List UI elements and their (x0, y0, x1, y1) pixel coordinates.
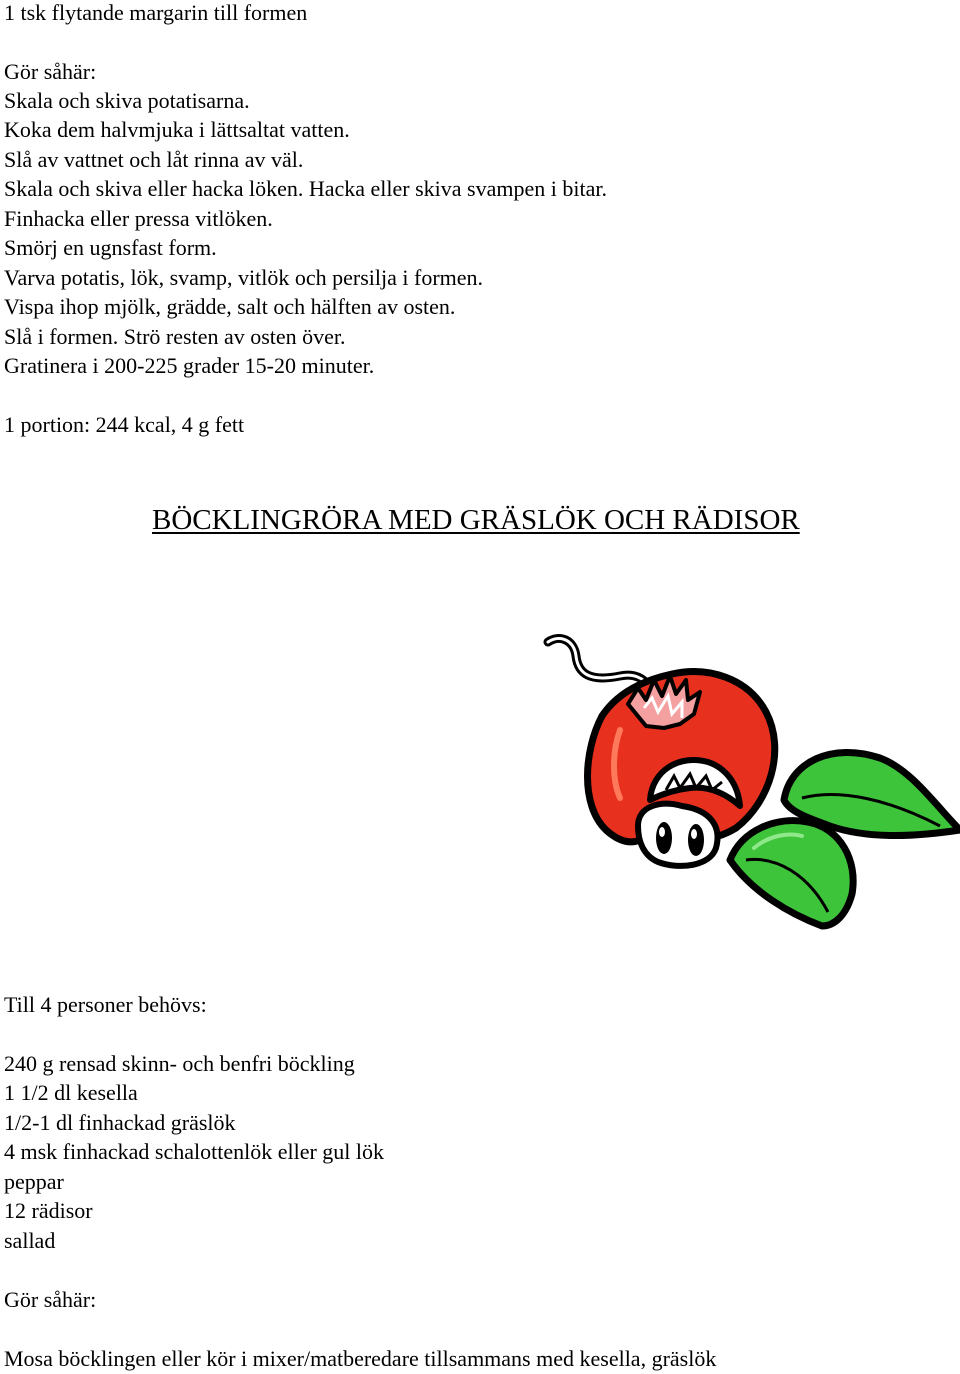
ingredient-line: 12 rädisor (4, 1198, 93, 1223)
method-step: Slå i formen. Strö resten av osten över. (4, 324, 346, 349)
method-step: Skala och skiva eller hacka löken. Hacka eller skiva svampen i bitar. (4, 176, 607, 201)
method-step: Vispa ihop mjölk, grädde, salt och hälften av osten. (4, 294, 456, 319)
ingredient-line: 240 g rensad skinn- och benfri böckling (4, 1051, 355, 1076)
servings-heading: Till 4 personer behövs: (4, 992, 207, 1017)
ingredient-line: peppar (4, 1169, 64, 1194)
method-step: Koka dem halvmjuka i lättsaltat vatten. (4, 117, 350, 142)
ingredient-line: 4 msk finhackad schalottenlök eller gul lök (4, 1139, 385, 1164)
ingredient-line: sallad (4, 1228, 56, 1253)
ingredient-line: 1/2-1 dl finhackad gräslök (4, 1110, 236, 1135)
method-heading: Gör såhär: (4, 59, 97, 84)
ingredient-line: 1 1/2 dl kesella (4, 1080, 138, 1105)
method-step: Slå av vattnet och låt rinna av väl. (4, 147, 304, 172)
method-step: Mosa böcklingen eller kör i mixer/matberedare tillsammans med kesella, gräslök (4, 1346, 717, 1371)
method-step: Gratinera i 200-225 grader 15-20 minuter. (4, 353, 375, 378)
ingredient-line: 1 tsk flytande margarin till formen (4, 0, 308, 25)
nutrition-info: 1 portion: 244 kcal, 4 g fett (4, 412, 245, 437)
method-step: Finhacka eller pressa vitlöken. (4, 206, 273, 231)
method-step: Skala och skiva potatisarna. (4, 88, 250, 113)
radish-clipart-icon (540, 630, 960, 930)
method-heading: Gör såhär: (4, 1287, 97, 1312)
recipe-title: BÖCKLINGRÖRA MED GRÄSLÖK OCH RÄDISOR (152, 504, 800, 536)
method-step: Smörj en ugnsfast form. (4, 235, 217, 260)
method-step: Varva potatis, lök, svamp, vitlök och persilja i formen. (4, 265, 484, 290)
